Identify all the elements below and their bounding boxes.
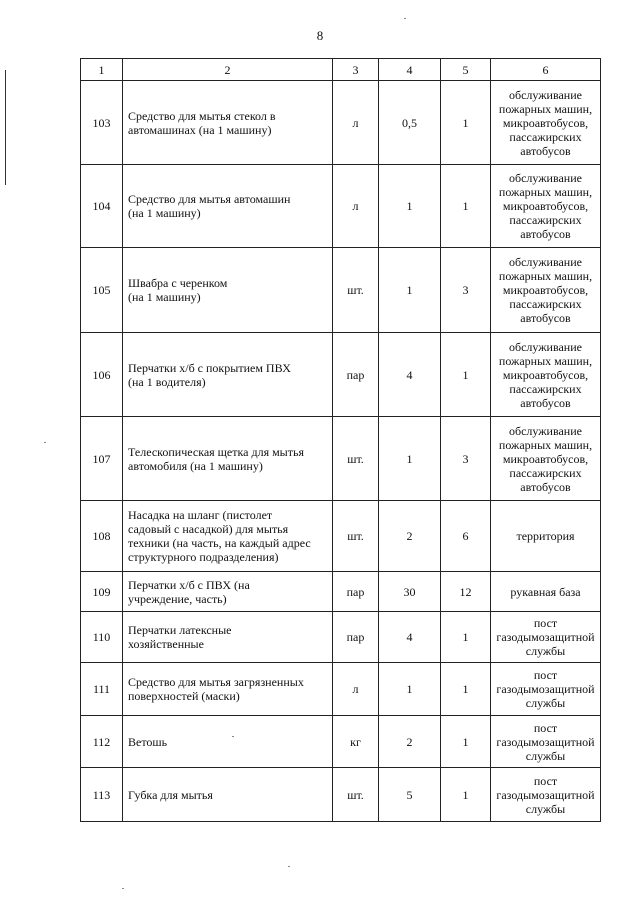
- quantity: 2: [379, 716, 441, 768]
- quantity: 4: [379, 612, 441, 663]
- scan-speck: [288, 866, 290, 867]
- table-row: [81, 768, 601, 822]
- purpose: пост газодымозащитной службы: [491, 716, 601, 768]
- row-number: 106: [81, 333, 123, 417]
- purpose: пост газодымозащитной службы: [491, 768, 601, 822]
- quantity: 1: [379, 417, 441, 501]
- purpose: обслуживание пожарных машин, микроавтобусов, пассажирских автобусов: [491, 417, 601, 501]
- item-name: Перчатки х/б с покрытием ПВХ (на 1 водителя): [123, 333, 333, 417]
- quantity: 1: [379, 165, 441, 248]
- item-name: Швабра с черенком (на 1 машину): [123, 248, 333, 333]
- header-col-1: 1: [81, 59, 123, 81]
- header-col-5: 5: [441, 59, 491, 81]
- table-row: [81, 716, 601, 768]
- header-col-6: 6: [491, 59, 601, 81]
- purpose: обслуживание пожарных машин, микроавтобусов, пассажирских автобусов: [491, 81, 601, 165]
- table-row: [81, 417, 601, 501]
- quantity: 30: [379, 572, 441, 612]
- unit: л: [333, 663, 379, 716]
- page-number: 8: [316, 28, 324, 43]
- row-number: 112: [81, 716, 123, 768]
- row-number: 105: [81, 248, 123, 333]
- item-name: Средство для мытья загрязненных поверхностей (маски): [123, 663, 333, 716]
- quantity: 1: [379, 248, 441, 333]
- unit: шт.: [333, 248, 379, 333]
- table-row: [81, 572, 601, 612]
- purpose: рукавная база: [491, 572, 601, 612]
- purpose: территория: [491, 501, 601, 572]
- item-name: Насадка на шланг (пистолет садовый с насадкой) для мытья техники (на часть, на каждый адрес структурного подразделения): [123, 501, 333, 572]
- items-table: [80, 58, 601, 822]
- scan-speck: [232, 736, 234, 737]
- scan-speck: [44, 442, 46, 443]
- quantity: 2: [379, 501, 441, 572]
- row-number: 108: [81, 501, 123, 572]
- term: 6: [441, 501, 491, 572]
- header-col-4: 4: [379, 59, 441, 81]
- item-name: Перчатки латексные хозяйственные: [123, 612, 333, 663]
- scan-margin-line: [5, 70, 6, 185]
- purpose: обслуживание пожарных машин, микроавтобусов, пассажирских автобусов: [491, 248, 601, 333]
- table-header-row: [81, 59, 601, 81]
- item-name: Телескопическая щетка для мытья автомобиля (на 1 машину): [123, 417, 333, 501]
- quantity: 1: [379, 663, 441, 716]
- row-number: 104: [81, 165, 123, 248]
- term: 1: [441, 333, 491, 417]
- row-number: 113: [81, 768, 123, 822]
- term: 1: [441, 612, 491, 663]
- term: 1: [441, 81, 491, 165]
- table-row: [81, 663, 601, 716]
- quantity: 4: [379, 333, 441, 417]
- table-row: [81, 165, 601, 248]
- row-number: 111: [81, 663, 123, 716]
- header-col-3: 3: [333, 59, 379, 81]
- unit: пар: [333, 612, 379, 663]
- unit: шт.: [333, 417, 379, 501]
- table-row: [81, 333, 601, 417]
- row-number: 109: [81, 572, 123, 612]
- unit: пар: [333, 572, 379, 612]
- item-name: Ветошь: [123, 716, 333, 768]
- term: 1: [441, 663, 491, 716]
- term: 12: [441, 572, 491, 612]
- term: 1: [441, 165, 491, 248]
- item-name: Средство для мытья стекол в автомашинах (на 1 машину): [123, 81, 333, 165]
- scan-speck: [404, 18, 406, 19]
- term: 3: [441, 248, 491, 333]
- item-name: Перчатки х/б с ПВХ (на учреждение, часть): [123, 572, 333, 612]
- table-row: [81, 81, 601, 165]
- purpose: пост газодымозащитной службы: [491, 663, 601, 716]
- table-row: [81, 612, 601, 663]
- quantity: 5: [379, 768, 441, 822]
- row-number: 110: [81, 612, 123, 663]
- purpose: обслуживание пожарных машин, микроавтобусов, пассажирских автобусов: [491, 333, 601, 417]
- unit: шт.: [333, 501, 379, 572]
- unit: пар: [333, 333, 379, 417]
- scan-speck: [122, 888, 124, 889]
- unit: кг: [333, 716, 379, 768]
- term: 1: [441, 768, 491, 822]
- unit: шт.: [333, 768, 379, 822]
- purpose: обслуживание пожарных машин, микроавтобусов, пассажирских автобусов: [491, 165, 601, 248]
- quantity: 0,5: [379, 81, 441, 165]
- header-col-2: 2: [123, 59, 333, 81]
- unit: л: [333, 165, 379, 248]
- item-name: Средство для мытья автомашин (на 1 машину): [123, 165, 333, 248]
- term: 1: [441, 716, 491, 768]
- purpose: пост газодымозащитной службы: [491, 612, 601, 663]
- table-row: [81, 501, 601, 572]
- row-number: 103: [81, 81, 123, 165]
- table-row: [81, 248, 601, 333]
- row-number: 107: [81, 417, 123, 501]
- item-name: Губка для мытья: [123, 768, 333, 822]
- unit: л: [333, 81, 379, 165]
- term: 3: [441, 417, 491, 501]
